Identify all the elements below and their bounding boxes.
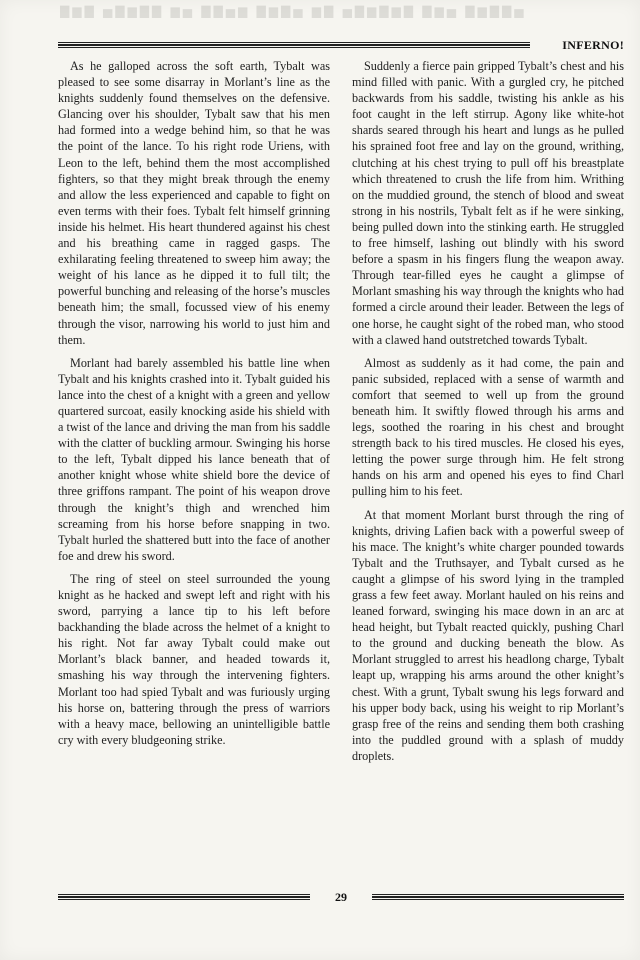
footer-rule-right <box>372 894 624 900</box>
page-number: 29 <box>335 890 347 904</box>
text-columns <box>58 58 624 896</box>
paragraph: Suddenly a fierce pain gripped Tybalt’s chest and his mind filled with panic. With a gurgled cry, he pitched backwards from his saddle, twisting his ankle as his foot caught in the left stirrup. Agony like white-hot shards seared through his heart and lungs as he pulled his sprained foot free and lay on the ground, writhing, clutching at his chest trying to pull off his breastplate which threatened to crush the life from him. Writhing on the muddied ground, the stench of blood and sweat strong in his nostrils, Tybalt felt as if he were sinking, being pulled down into the stinking earth. He struggled to free himself, lashing out blindly with his sword before a spasm in his fingers flung the weapon away. Through tear-filled eyes he caught a glimpse of Morlant smashing his way through the knights who had formed a circle around their leader. Between the legs of one horse, he caught sight of the robed man, who stood with a clawed hand outstretched towards Tybalt. <box>352 59 624 347</box>
footer-rule-line <box>372 896 624 898</box>
left-column <box>58 58 330 896</box>
footer-rule-line <box>372 899 624 900</box>
header-rule-line <box>58 44 530 46</box>
chapter-title: INFERNO! <box>562 38 624 52</box>
paragraph: Almost as suddenly as it had come, the pain and panic subsided, replaced with a sense of warmth and comfort that seemed to well up from the ground beneath him. It swiftly flowed through his arms and legs, soothed the roaring in his chest and brought strength back to his tired muscles. He closed his eyes, letting the power surge through him. He felt strong hands on his arm and opened his eyes to find Charl pulling him to his feet. <box>352 355 624 499</box>
footer-rule-line <box>58 899 310 900</box>
bleed-through-text: ▇▆▇ ▅▇▆▇▇ ▆▅ ▇▇▅▆ ▇▆▇▅ ▆▇ ▅▇▆▇▆▇ ▇▆▅ ▇▆▇▇▅ <box>60 4 527 18</box>
header-rule-line <box>58 42 530 43</box>
footer-rule-left <box>58 894 310 900</box>
paragraph: At that moment Morlant burst through the ring of knights, driving Lafien back with a powerful sweep of his mace. The knight’s white charger pounded towards Tybalt and the Truthsayer, and Tybalt cursed as he caught a glimpse of his sword lying in the trampled grass a few feet away. Morlant hauled on his reins and leaned forward, swinging his mace down in an arc at head height, but Tybalt reacted quickly, pushing Charl to the ground and ducking beneath the blow. As Morlant struggled to arrest his headlong charge, Tybalt leapt up, wrapping his arms around the other knight’s chest. With a grunt, Tybalt swung his legs forward and his upper body back, using his weight to rip Morlant’s grasp free of the reins and sending them both crashing into the puddled ground with a splash of muddy droplets. <box>352 507 624 763</box>
footer-rule-line <box>58 894 310 895</box>
header-rule <box>58 42 530 48</box>
page-footer <box>58 889 624 905</box>
footer-rule-line <box>372 894 624 895</box>
footer-rule-line <box>58 896 310 898</box>
running-header <box>58 37 624 53</box>
right-column <box>352 58 624 896</box>
paragraph: As he galloped across the soft earth, Tybalt was pleased to see some disarray in Morlant’s line as the knights suddenly found themselves on the defensive. Glancing over his shoulder, Tybalt saw that his men had formed into a wedge behind him, so that he was the point of the lance. To his right rode Uriens, with Leon to the left, behind them the most accomplished fighters, so that they might break through the enemy and allow the less experienced and capable to fight on even terms with their foes. Tybalt felt himself grinning inside his helmet. His heart thundered against his chest and his breathing came in ragged gasps. The exhilarating feeling threatened to sweep him away; the weight of his lance as he dipped it to full tilt; the powerful bunching and releasing of the horse’s muscles beneath him; the small, focussed view of his enemy through the visor, narrowing his world to just him and them. <box>58 59 330 347</box>
paragraph: Morlant had barely assembled his battle line when Tybalt and his knights crashed into it. Tybalt guided his lance into the chest of a knight with a green and yellow quartered surcoat, easily knocking aside his shield with a twist of the lance and driving the man from his saddle with the clatter of buckling armour. Swinging his horse to the left, Tybalt dipped his lance beneath that of another knight whose white shield bore the device of three griffons rampant. The point of his weapon drove through the knight’s thigh and wrenched him screaming from his horse before snapping in two. Tybalt hurled the shattered butt into the face of another foe and drew his sword. <box>58 355 330 563</box>
paragraph: The ring of steel on steel surrounded the young knight as he hacked and swept left and right with his sword, parrying a lance tip to his left before backhanding the blade across the helmet of a knight to his right. Not far away Tybalt could make out Morlant’s black banner, and headed towards it, smashing his way through the intervening fighters. Morlant too had spied Tybalt and was furiously urging his horse on, battering through the press of warriors with a heavy mace, bellowing an unintelligible battle cry with every bludgeoning strike. <box>58 571 330 747</box>
header-rule-line <box>58 47 530 48</box>
